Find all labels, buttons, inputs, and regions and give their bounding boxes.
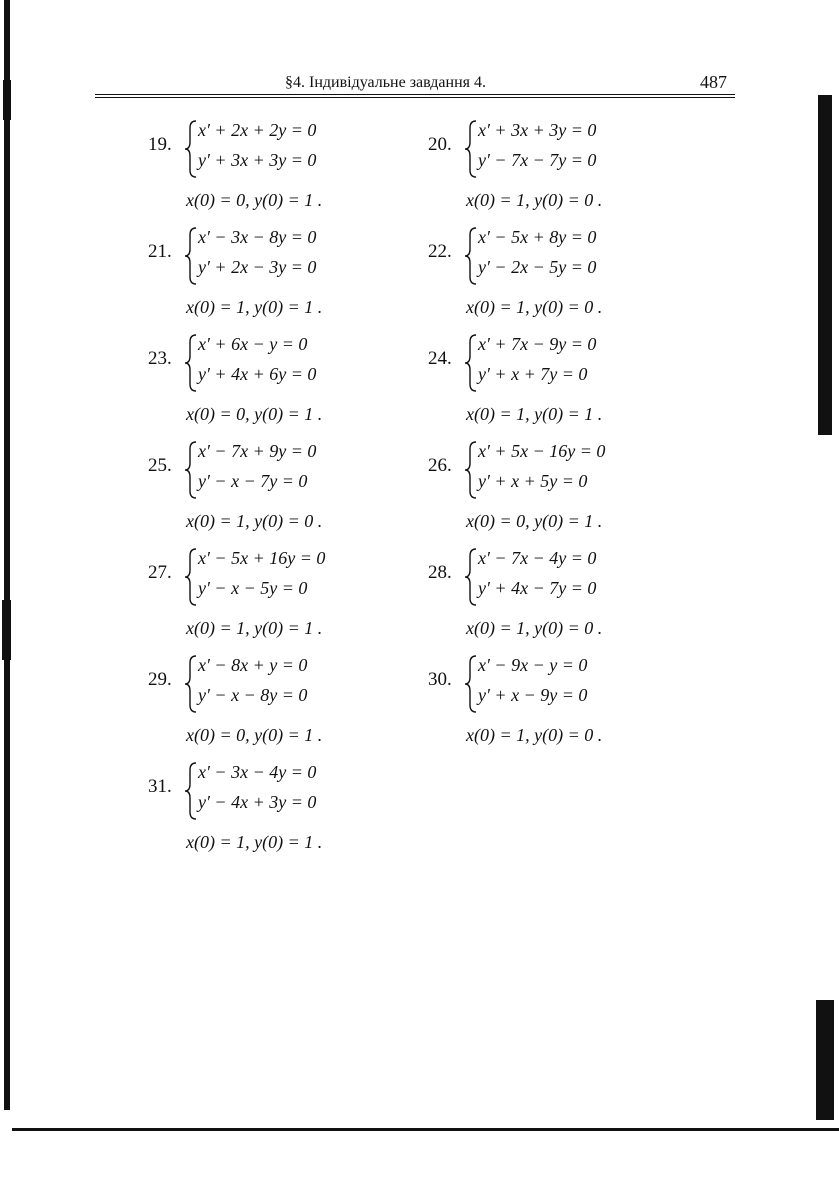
brace-icon [184,762,198,820]
equation-x: x′ + 3x + 3y = 0 [478,120,597,140]
problem-number: 29. [148,669,172,690]
brace-icon [184,120,198,178]
problem-number: 30. [428,669,452,690]
problem-block [148,655,448,755]
problem-number: 28. [428,562,452,583]
problem-number: 25. [148,455,172,476]
problem-number: 26. [428,455,452,476]
problem-block [428,655,728,755]
scan-edge-right [818,95,832,435]
problem-block [148,227,448,327]
equation-y: y′ + x + 5y = 0 [478,471,588,491]
initial-conditions: x(0) = 1, y(0) = 0 . [466,618,603,638]
initial-conditions: x(0) = 1, y(0) = 1 . [186,832,323,852]
equation-y: y′ + 4x + 6y = 0 [198,364,317,384]
equation-y: y′ − x − 7y = 0 [198,471,308,491]
problem-block [428,548,728,648]
equation-y: y′ − 7x − 7y = 0 [478,150,597,170]
section-title: §4. Індивідуальне завдання 4. [285,74,487,91]
equation-y: y′ + 3x + 3y = 0 [198,150,317,170]
brace-icon [184,548,198,606]
initial-conditions: x(0) = 0, y(0) = 1 . [186,190,323,210]
brace-icon [464,120,478,178]
scan-edge-left-mark [2,600,11,660]
problem-number: 27. [148,562,172,583]
equation-x: x′ − 7x − 4y = 0 [478,548,597,568]
equation-y: y′ + x − 9y = 0 [478,685,588,705]
brace-icon [184,334,198,392]
equation-y: y′ − 4x + 3y = 0 [198,792,317,812]
equation-y: y′ − x − 8y = 0 [198,685,308,705]
scan-edge-left [4,0,10,1110]
equation-x: x′ + 5x − 16y = 0 [478,441,606,461]
page-header [95,72,735,98]
problem-number: 21. [148,241,172,262]
equation-x: x′ − 5x + 16y = 0 [198,548,326,568]
equation-x: x′ + 7x − 9y = 0 [478,334,597,354]
problem-block [148,441,448,541]
equation-x: x′ + 6x − y = 0 [198,334,308,354]
problem-number: 20. [428,134,452,155]
problem-block [148,334,448,434]
problem-block [428,227,728,327]
initial-conditions: x(0) = 1, y(0) = 0 . [466,297,603,317]
brace-icon [464,548,478,606]
problem-number: 31. [148,776,172,797]
initial-conditions: x(0) = 1, y(0) = 0 . [466,725,603,745]
page-number: 487 [700,72,727,92]
initial-conditions: x(0) = 1, y(0) = 1 . [466,404,603,424]
brace-icon [464,655,478,713]
initial-conditions: x(0) = 1, y(0) = 0 . [466,190,603,210]
problem-number: 23. [148,348,172,369]
problem-block [148,548,448,648]
problem-block [428,441,728,541]
brace-icon [464,227,478,285]
scan-edge-bottom [12,1128,839,1131]
problem-block [428,120,728,220]
initial-conditions: x(0) = 1, y(0) = 1 . [186,297,323,317]
problem-block [148,762,448,862]
problem-number: 24. [428,348,452,369]
header-rule [95,97,735,98]
problem-block [148,120,448,220]
problem-number: 19. [148,134,172,155]
problem-number: 22. [428,241,452,262]
equation-x: x′ + 2x + 2y = 0 [198,120,317,140]
header-rule [95,94,735,95]
brace-icon [464,441,478,499]
brace-icon [184,441,198,499]
initial-conditions: x(0) = 1, y(0) = 0 . [186,511,323,531]
equation-x: x′ − 7x + 9y = 0 [198,441,317,461]
equation-y: y′ − x − 5y = 0 [198,578,308,598]
brace-icon [184,655,198,713]
equation-y: y′ + 2x − 3y = 0 [198,257,317,277]
brace-icon [184,227,198,285]
brace-icon [464,334,478,392]
scan-edge-left-mark [3,80,11,120]
equation-y: y′ + 4x − 7y = 0 [478,578,597,598]
initial-conditions: x(0) = 1, y(0) = 1 . [186,618,323,638]
initial-conditions: x(0) = 0, y(0) = 1 . [466,511,603,531]
equation-y: y′ + x + 7y = 0 [478,364,588,384]
equation-y: y′ − 2x − 5y = 0 [478,257,597,277]
equation-x: x′ − 5x + 8y = 0 [478,227,597,247]
initial-conditions: x(0) = 0, y(0) = 1 . [186,404,323,424]
initial-conditions: x(0) = 0, y(0) = 1 . [186,725,323,745]
equation-x: x′ − 3x − 4y = 0 [198,762,317,782]
equation-x: x′ − 8x + y = 0 [198,655,308,675]
scan-edge-right-mark [816,1000,834,1120]
equation-x: x′ − 3x − 8y = 0 [198,227,317,247]
problem-block [428,334,728,434]
equation-x: x′ − 9x − y = 0 [478,655,588,675]
